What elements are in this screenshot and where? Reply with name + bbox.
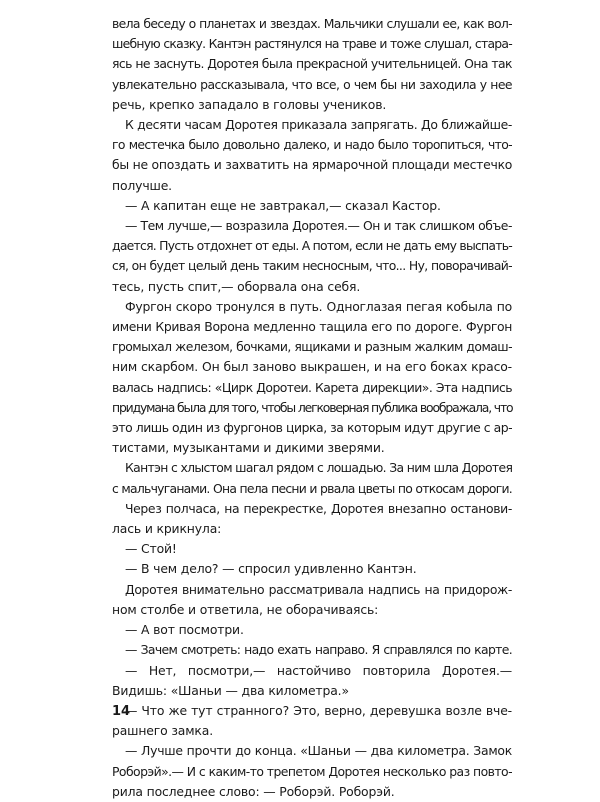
text-line: — В чем дело? — спросил удивленно Кантэн. <box>125 561 417 577</box>
text-line: тесь, пусть спит,— оборвала она себя. <box>112 278 361 294</box>
text-line: Кантэн с хлыстом шагал рядом с лошадью. За ним шла Доротея <box>125 460 513 476</box>
text-line: — Что же тут странного? Это, верно, деревушка возле вче- <box>125 702 512 718</box>
text-line: ним скарбом. Он был заново выкрашен, и на его боках красо- <box>112 359 512 375</box>
text-line: К десяти часам Доротея приказала запрягать. До ближайше- <box>125 117 512 133</box>
text-line: — А капитан еще не завтракал,— сказал Кастор. <box>125 197 441 213</box>
text-line: дается. Пусть отдохнет от еды. А потом, если не дать ему выспать- <box>112 238 512 254</box>
text-line: тистами, музыкантами и дикими зверями. <box>112 440 385 456</box>
text-line: Фургон скоро тронулся в путь. Одноглазая пегая кобыла по <box>125 298 512 314</box>
text-line: — Лучше прочти до конца. «Шаньи — два километра. Замок <box>125 743 512 759</box>
text-line: ясь не заснуть. Доротея была прекрасной учительницей. Она так <box>112 56 512 72</box>
text-line: увлекательно рассказывала, что все, о чем бы ни заходила у нее <box>112 76 512 92</box>
text-line: лась и крикнула: <box>112 521 222 537</box>
text-line: — А вот посмотри. <box>125 622 244 638</box>
body-text <box>112 14 512 802</box>
text-line: бы не опоздать и захватить на ярмарочной площади местечко <box>112 157 513 173</box>
text-line: Через полчаса, на перекрестке, Доротея внезапно останови- <box>125 500 512 516</box>
text-line: — Тем лучше,— возразила Доротея.— Он и так слишком объе- <box>125 218 512 234</box>
text-line: вела беседу о планетах и звездах. Мальчики слушали ее, как вол- <box>112 16 512 31</box>
text-line: го местечка было довольно далеко, и надо было торопиться, что- <box>112 137 512 153</box>
text-line: Видишь: «Шаньи — два километра.» <box>112 682 349 698</box>
text-line: Роборэй».— И с каким-то трепетом Доротея несколько раз повто- <box>112 763 512 779</box>
text-line: речь, крепко западало в головы учеников. <box>112 96 387 112</box>
text-line: — Зачем смотреть: надо ехать направо. Я справлялся по карте. <box>125 642 512 658</box>
text-line: ном столбе и ответила, не оборачиваясь: <box>112 601 379 617</box>
page-number: 14 <box>112 704 131 719</box>
text-line: рашнего замка. <box>112 723 213 739</box>
text-line: — Нет, посмотри,— настойчиво повторила Доротея.— <box>125 662 512 678</box>
text-line: рила последнее слово: — Роборэй. Роборэй. <box>112 783 395 799</box>
text-line: Доротея внимательно рассматривала надпись на придорож- <box>125 581 512 597</box>
text-line: валась надпись: «Цирк Доротеи. Карета дирекции». Эта надпись <box>112 379 512 395</box>
text-line: придумана была для того, чтобы легковерная публика воображала, что <box>112 399 513 415</box>
text-line: получше. <box>112 177 172 193</box>
text-line: с мальчуганами. Она пела песни и рвала цветы по откосам дороги. <box>112 480 512 496</box>
text-line: громыхал железом, бочками, ящиками и разным жалким домаш- <box>112 339 512 355</box>
text-line: имени Кривая Ворона медленно тащила его по дороге. Фургон <box>112 319 512 335</box>
text-line: шебную сказку. Кантэн растянулся на траве и тоже слушал, стара- <box>112 36 512 52</box>
text-line: ся, он будет целый день таким несносным, что... Ну, поворачивай- <box>112 258 512 274</box>
text-line: это лишь один из фургонов цирка, за которым идут другие с ар- <box>112 420 513 436</box>
text-line: — Стой! <box>125 541 177 557</box>
